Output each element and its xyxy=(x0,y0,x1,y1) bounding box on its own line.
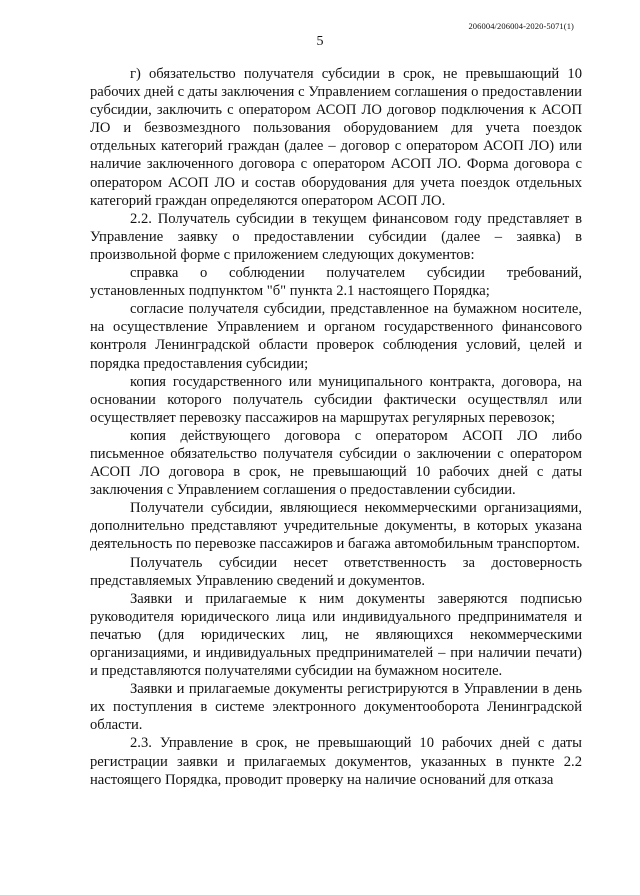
page-number: 5 xyxy=(316,34,324,49)
paragraph-contract-copy: копия государственного или муниципального контракта, договора, на основании которого получатель субсидии фактически осуществлял или осуществляет перевозку пассажиров на маршрутах регулярных перевозок; xyxy=(90,373,582,426)
paragraph-certification: Заявки и прилагаемые к ним документы заверяются подписью руководителя юридического лица или индивидуального предпринимателя и печатью (для юридических лиц, не являющихся некоммерческими организациями, и индивидуальных предпринимателей – при наличии печати) и представляются получателями субсидии на бумажном носителе. xyxy=(90,590,582,680)
paragraph-2-3: 2.3. Управление в срок, не превышающий 10 рабочих дней с даты регистрации заявки и прилагаемых документов, указанных в пункте 2.2 настоящего Порядка, проводит проверку на наличие оснований для отказа xyxy=(90,735,582,788)
paragraph-non-commercial: Получатели субсидии, являющиеся некоммерческими организациями, дополнительно представляют учредительные документы, в которых указана деятельность по перевозке пассажиров и багажа автомобильным транспортом. xyxy=(90,500,582,553)
paragraph-obligation-g: г) обязательство получателя субсидии в срок, не превышающий 10 рабочих дней с даты заключения с Управлением соглашения о предоставлении субсидии, заключить с оператором АСОП ЛО договор подключения к АСОП ЛО и безвозмездного пользования оборудованием для учета поездок отдельных категорий граждан (далее – договор с оператором АСОП ЛО) или наличие заключенного договора с оператором АСОП ЛО. Форма договора с оператором АСОП ЛО и состав оборудования для учета поездок отдельных категорий граждан определяются оператором АСОП ЛО. xyxy=(90,66,582,209)
paragraph-certificate: справка о соблюдении получателем субсидии требований, установленных подпунктом "б" пункта 2.1 настоящего Порядка; xyxy=(90,265,582,300)
document-body xyxy=(90,65,582,789)
paragraph-registration: Заявки и прилагаемые документы регистрируются в Управлении в день их поступления в системе электронного документооборота Ленинградской области. xyxy=(90,681,582,734)
paragraph-consent: согласие получателя субсидии, представленное на бумажном носителе, на осуществление Управлением и органом государственного финансового контроля Ленинградской области проверок соблюдения условий, целей и порядка предоставления субсидии; xyxy=(90,301,582,372)
paragraph-asop-contract-copy: копия действующего договора с оператором АСОП ЛО либо письменное обязательство получателя субсидии о заключении с оператором АСОП ЛО договора в срок, не превышающий 10 рабочих дней с даты заключения с Управлением соглашения о предоставлении субсидии. xyxy=(90,427,582,499)
paragraph-2-2: 2.2. Получатель субсидии в текущем финансовом году представляет в Управление заявку о предоставлении субсидии (далее – заявка) в произвольной форме с приложением следующих документов: xyxy=(90,210,582,263)
paragraph-responsibility: Получатель субсидии несет ответственность за достоверность представляемых Управлению сведений и документов. xyxy=(90,554,582,589)
document-id: 206004/206004-2020-5071(1) xyxy=(468,21,574,31)
